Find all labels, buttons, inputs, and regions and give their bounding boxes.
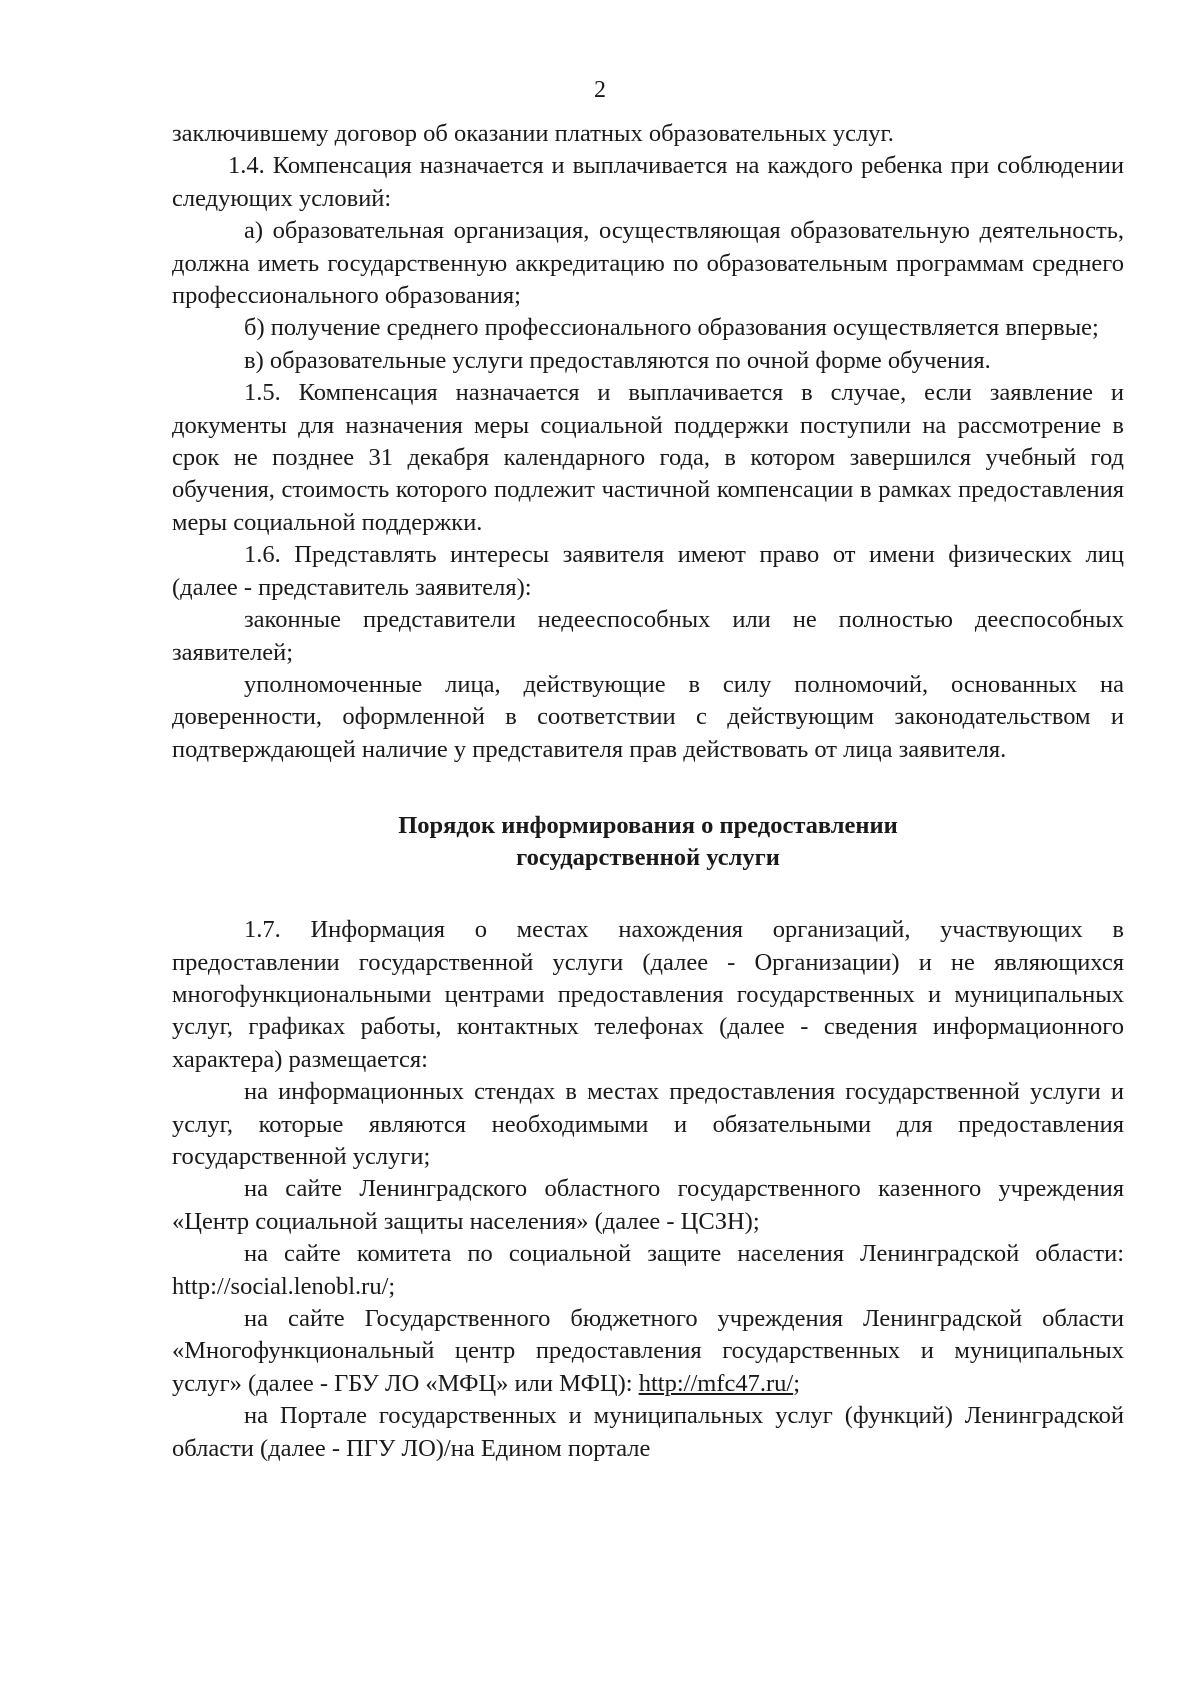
paragraph-mfc-site	[172, 1303, 1124, 1400]
section-heading-line-2: государственной услуги	[516, 844, 780, 872]
section-heading	[172, 810, 1124, 874]
mfc-link[interactable]: http://mfc47.ru/	[638, 1369, 794, 1397]
section-heading-line-1: Порядок информирования о предоставлении	[398, 812, 898, 840]
paragraph-1-6: 1.6. Представлять интересы заявителя имеют право от имени физических лиц (далее - представитель заявителя):	[172, 541, 1124, 601]
paragraph-committee-site: на сайте комитета по социальной защите населения Ленинградской области: http://social.lenobl.ru/;	[172, 1240, 1124, 1300]
paragraph-1-5: 1.5. Компенсация назначается и выплачивается в случае, если заявление и документы для назначения меры социальной поддержки поступили на рассмотрение в срок не позднее 31 декабря календарного года, в котором завершился учебный год обучения, стоимость которого подлежит частичной компенсации в рамках предоставления меры социальной поддержки.	[172, 379, 1124, 536]
mfc-tail: ;	[793, 1369, 800, 1397]
paragraph-condition-a: а) образовательная организация, осуществляющая образовательную деятельность, должна иметь государственную аккредитацию по образовательным программам среднего профессионального образования;	[172, 217, 1124, 310]
paragraph-1-7: 1.7. Информация о местах нахождения организаций, участвующих в предоставлении государственной услуги (далее - Организации) и не являющихся многофункциональными центрами предоставления государственных и муниципальных услуг, графиках работы, контактных телефонах (далее - сведения информационного характера) размещается:	[172, 916, 1124, 1073]
paragraph-condition-c: в) образовательные услуги предоставляются по очной форме обучения.	[244, 346, 991, 374]
paragraph-condition-b: б) получение среднего профессионального образования осуществляется впервые;	[244, 314, 1099, 342]
mfc-text: на сайте Государственного бюджетного учреждения Ленинградской области «Многофункциональный центр предоставления государственных и муниципальных услуг» (далее - ГБУ ЛО «МФЦ» или МФЦ):	[172, 1305, 1124, 1397]
paragraph-continuation: заключившему договор об оказании платных образовательных услуг.	[172, 120, 894, 147]
paragraph-1-4: 1.4. Компенсация назначается и выплачивается на каждого ребенка при соблюдении следующих условий:	[172, 152, 1124, 212]
paragraph-authorized-persons: уполномоченные лица, действующие в силу полномочий, основанных на доверенности, оформленной в соответствии с действующим законодательством и подтверждающей наличие у представителя прав действовать от лица заявителя.	[172, 670, 1124, 763]
paragraph-cszn-site: на сайте Ленинградского областного государственного казенного учреждения «Центр социальной защиты населения» (далее - ЦСЗН);	[172, 1175, 1124, 1235]
document-body	[172, 118, 1124, 1465]
page-number: 2	[594, 77, 606, 103]
paragraph-info-stands: на информационных стендах в местах предоставления государственной услуги и услуг, которые являются необходимыми и обязательными для предоставления государственной услуги;	[172, 1078, 1124, 1170]
paragraph-legal-representatives: законные представители недееспособных или не полностью дееспособных заявителей;	[172, 606, 1124, 666]
paragraph-portal: на Портале государственных и муниципальных услуг (функций) Ленинградской области (далее - ПГУ ЛО)/на Едином портале	[172, 1402, 1124, 1462]
